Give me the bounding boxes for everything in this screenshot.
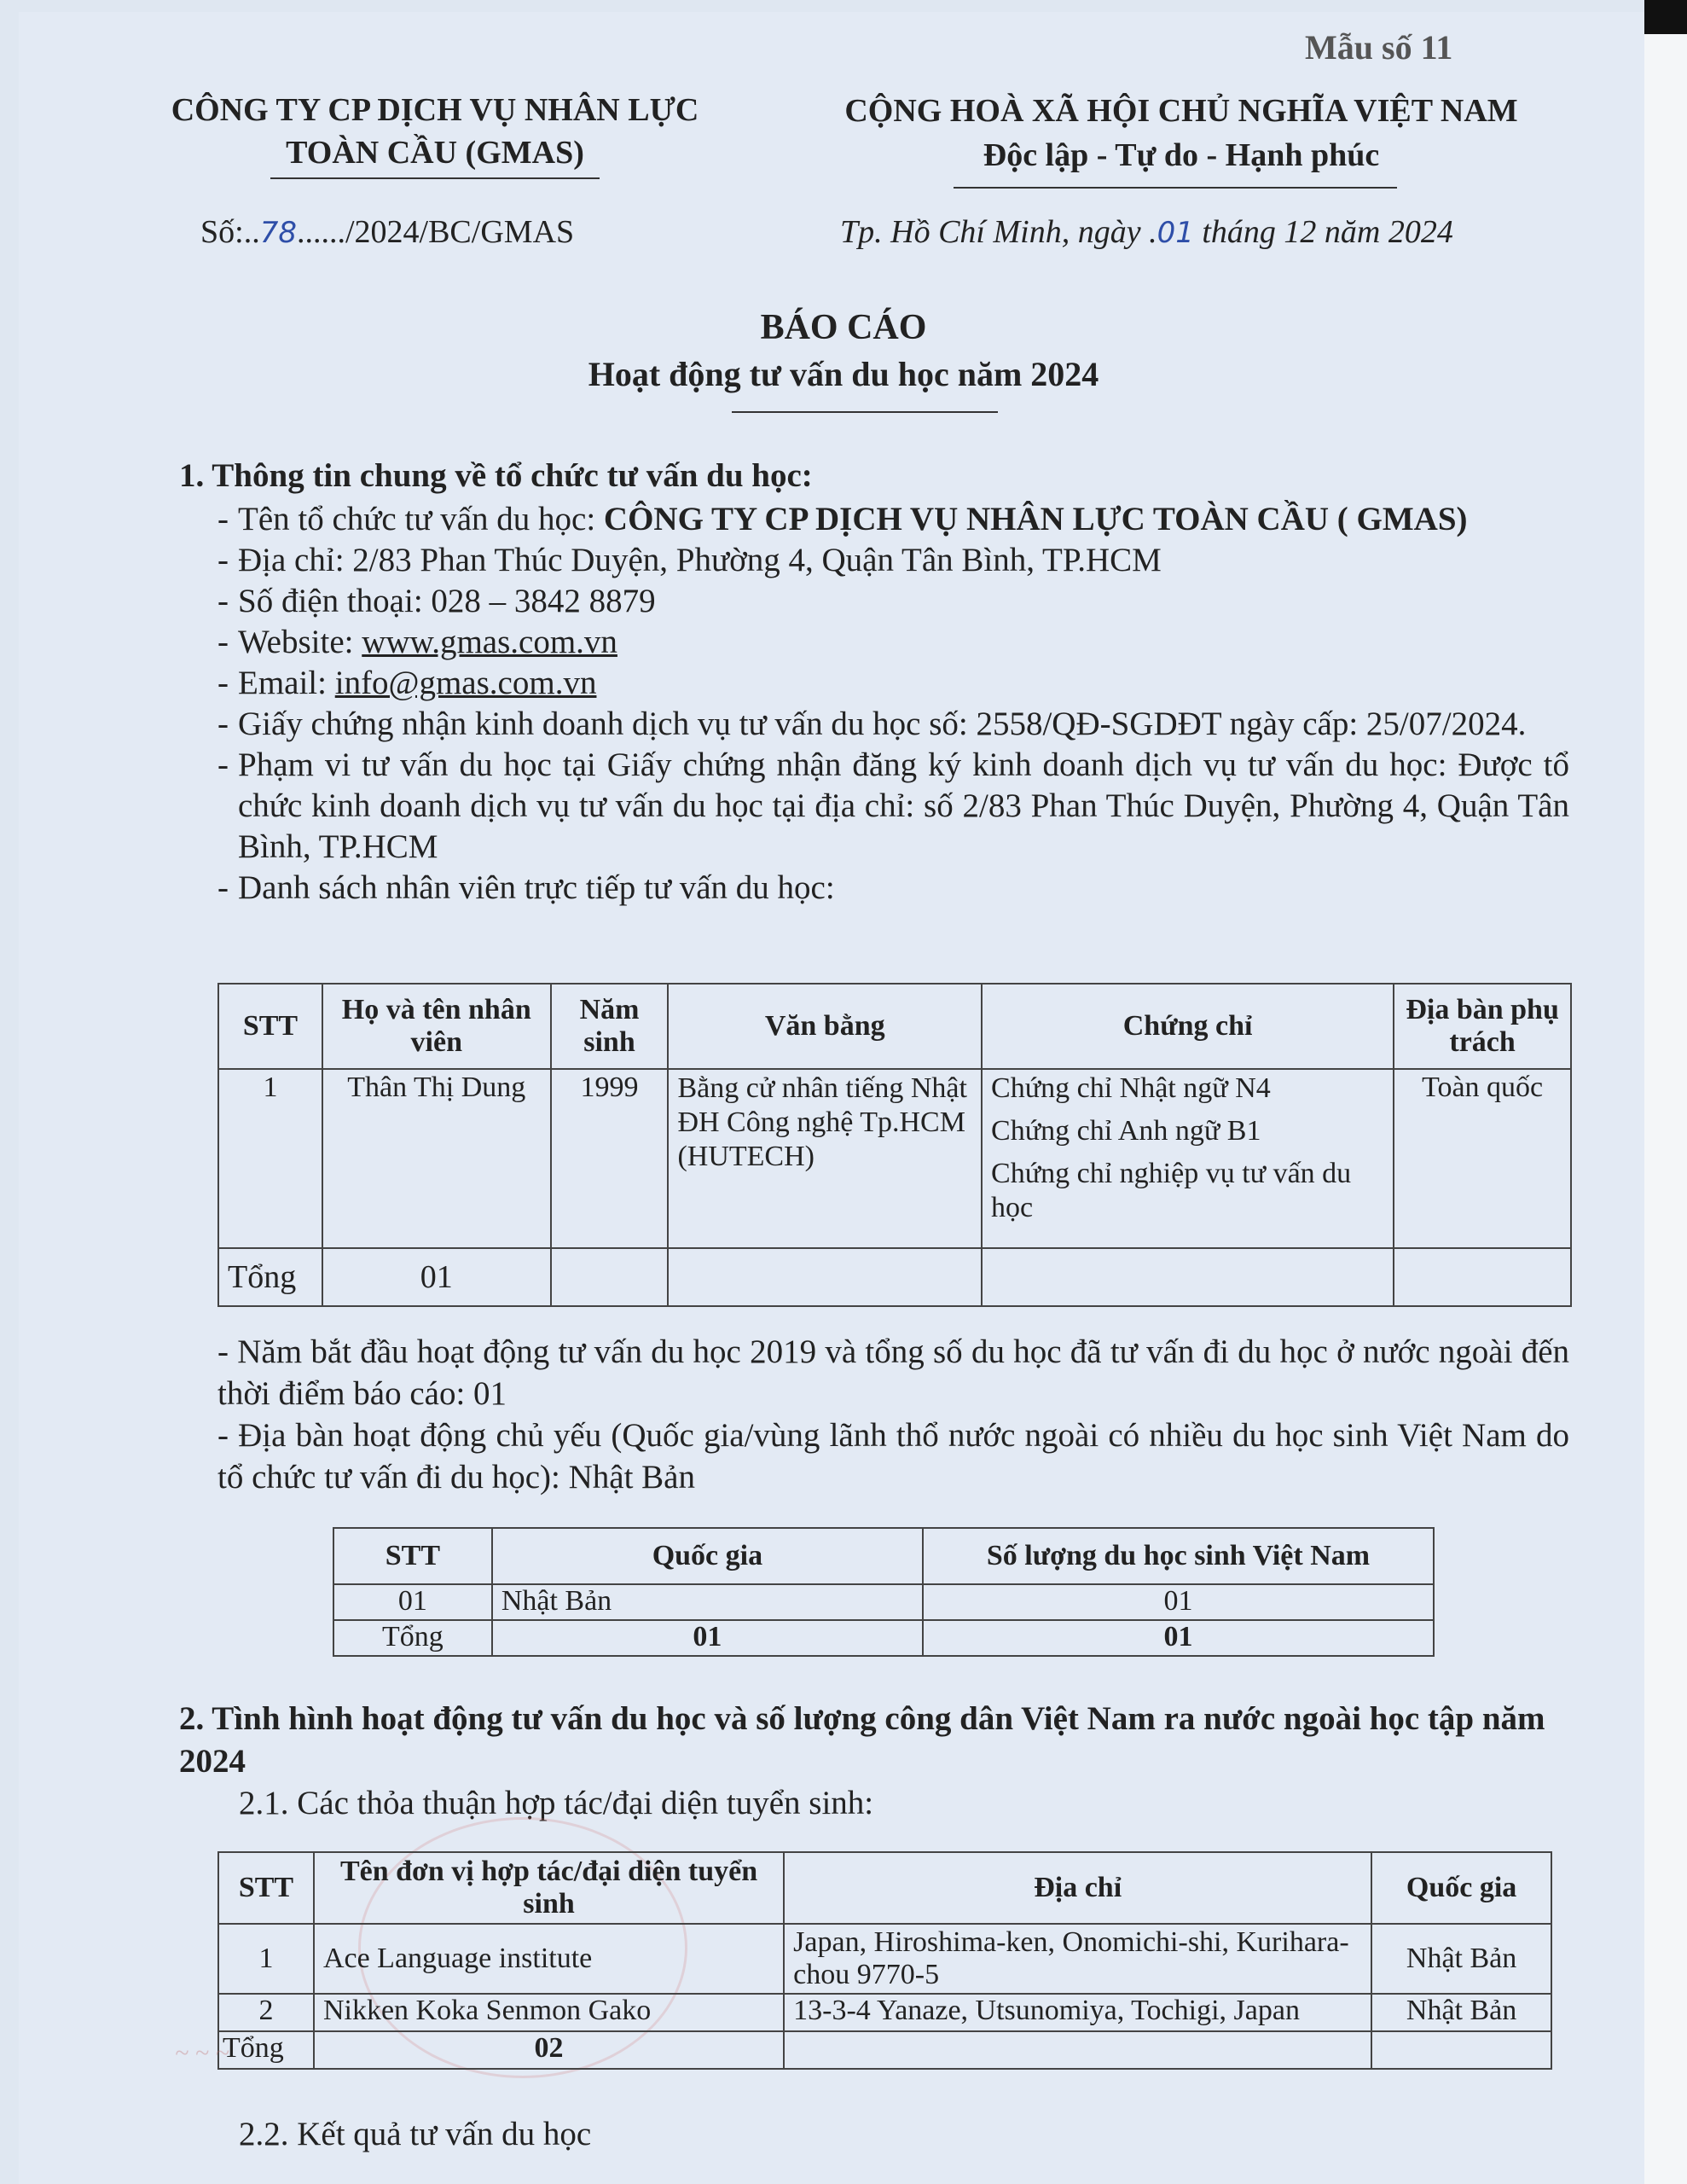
staff-total-label: Tổng [218,1248,322,1306]
staff-total-value: 01 [322,1248,551,1306]
partner-stt: 1 [218,1924,314,1994]
col-header-partner: Tên đơn vị hợp tác/đại diện tuyển sinh [314,1852,784,1924]
partner-table-header [218,1852,1551,1924]
doc-no-handwritten: 78 [259,216,297,250]
email-link[interactable]: info@gmas.com.vn [334,665,597,701]
document-number: Số:..78....../2024/BC/GMAS [200,214,575,250]
partner-address: Japan, Hiroshima-ken, Onomichi-shi, Kurihara-chou 9770-5 [784,1924,1371,1994]
organization-name [102,89,768,174]
org-line-1: CÔNG TY CP DỊCH VỤ NHÂN LỰC [171,92,699,128]
country-total-label: Tổng [333,1620,492,1656]
table-row [218,1069,1571,1248]
email-label: Email: [238,665,335,701]
nation-underline [954,187,1397,189]
country-total-col2: 01 [492,1620,923,1656]
scope-item: - Phạm vi tư vấn du học tại Giấy chứng nhận đăng ký kinh doanh dịch vụ tư vấn du học: Được tổ chức kinh doanh dịch vụ tư vấn du học tại địa chỉ: số 2/83 Phan Thúc Duyện, Phường 4, Quận Tân Bình, TP.HCM [217,746,1569,865]
cert-item: Chứng chỉ Anh ngữ B1 [991,1115,1261,1147]
org-name-item: - Tên tổ chức tư vấn du học: CÔNG TY CP DỊCH VỤ NHÂN LỰC TOÀN CẦU ( GMAS) [217,501,1468,537]
form-number: Mẫu số 11 [1305,28,1453,67]
main-area-paragraph: - Địa bàn hoạt động chủ yếu (Quốc gia/vùng lãnh thổ nước ngoài có nhiều du học sinh Việt Nam do tổ chức tư vấn đi du học): Nhật Bản [217,1417,1569,1496]
staff-table-header [218,984,1571,1069]
org-underline [270,177,600,179]
license-item: - Giấy chứng nhận kinh doanh dịch vụ tư vấn du học số: 2558/QĐ-SGDĐT ngày cấp: 25/07/2024. [217,706,1527,742]
country-name: Nhật Bản [492,1584,923,1620]
org-name-value: CÔNG TY CP DỊCH VỤ NHÂN LỰC TOÀN CẦU ( GMAS) [603,501,1468,537]
table-row [333,1584,1434,1620]
staff-name: Thân Thị Dung [322,1069,551,1248]
date-prefix: Tp. Hồ Chí Minh, ngày [840,214,1141,250]
partner-total-value: 02 [314,2031,784,2069]
col-header-country: Quốc gia [492,1528,923,1584]
country-total-row [333,1620,1434,1656]
col-header-degree: Văn bằng [668,984,982,1069]
nation-line-1: CỘNG HOÀ XÃ HỘI CHỦ NGHĨA VIỆT NAM [844,93,1518,129]
report-title: BÁO CÁO [760,308,927,347]
col-header-students: Số lượng du học sinh Việt Nam [923,1528,1434,1584]
staff-certs [982,1069,1394,1248]
national-motto [806,89,1557,177]
staff-table [217,983,1572,1307]
col-header-year: Năm sinh [551,984,669,1069]
email-item: - Email: info@gmas.com.vn [217,665,597,701]
faint-signature: ~ ~ ~ [175,2039,229,2067]
start-year-paragraph: - Năm bắt đầu hoạt động tư vấn du học 2019 và tổng số du học đã tư vấn đi du học ở nước ngoài đến thời điểm báo cáo: 01 [217,1333,1569,1412]
cert-item: Chứng chỉ Nhật ngữ N4 [991,1072,1271,1104]
col-header-area: Địa bàn phụ trách [1394,984,1571,1069]
staff-degree: Bằng cử nhân tiếng Nhật ĐH Công nghệ Tp.HCM (HUTECH) [668,1069,982,1248]
partner-table [217,1851,1552,2070]
document-date: Tp. Hồ Chí Minh, ngày .01 tháng 12 năm 2024 [840,214,1453,250]
partner-country: Nhật Bản [1371,1994,1551,2031]
col-header-name: Họ và tên nhân viên [322,984,551,1069]
report-subtitle: Hoạt động tư vấn du học năm 2024 [588,355,1099,393]
cert-item: Chứng chỉ nghiệp vụ tư vấn du học [991,1158,1352,1223]
col-header-stt: STT [333,1528,492,1584]
country-table [333,1527,1435,1657]
website-link[interactable]: www.gmas.com.vn [362,624,617,660]
table-row [218,1924,1551,1994]
staff-list-label: - Danh sách nhân viên trực tiếp tư vấn du học: [217,869,835,906]
partner-total-row [218,2031,1551,2069]
staff-stt: 1 [218,1069,322,1248]
col-header-stt: STT [218,1852,314,1924]
partner-stt: 2 [218,1994,314,2031]
subsection-2-2: 2.2. Kết quả tư vấn du học [239,2116,592,2152]
date-suffix: tháng 12 năm 2024 [1202,214,1453,250]
doc-no-suffix: /2024/BC/GMAS [345,214,575,250]
country-table-header [333,1528,1434,1584]
col-header-address: Địa chỉ [784,1852,1371,1924]
website-item: - Website: www.gmas.com.vn [217,624,617,660]
title-underline [732,411,998,413]
address-item: - Địa chỉ: 2/83 Phan Thúc Duyện, Phường 4, Quận Tân Bình, TP.HCM [217,542,1162,578]
country-count: 01 [923,1584,1434,1620]
partner-total-label: Tổng [218,2031,314,2069]
nation-line-2: Độc lập - Tự do - Hạnh phúc [983,137,1380,173]
staff-area: Toàn quốc [1394,1069,1571,1248]
subsection-2-1: 2.1. Các thỏa thuận hợp tác/đại diện tuyển sinh: [239,1785,874,1821]
section-1-info [217,499,1569,909]
col-header-certs: Chứng chỉ [982,984,1394,1069]
website-label: Website: [238,624,362,660]
scan-edge-mark [1644,0,1687,34]
partner-name: Ace Language institute [314,1924,784,1994]
section-1-heading: 1. Thông tin chung về tổ chức tư vấn du học: [179,457,813,494]
staff-total-row [218,1248,1571,1306]
doc-no-prefix: Số: [200,214,244,250]
partner-country: Nhật Bản [1371,1924,1551,1994]
table-row [218,1994,1551,2031]
partner-name: Nikken Koka Senmon Gako [314,1994,784,2031]
org-line-2: TOÀN CẦU (GMAS) [286,135,584,171]
partner-address: 13-3-4 Yanaze, Utsunomiya, Tochigi, Japan [784,1994,1371,2031]
country-stt: 01 [333,1584,492,1620]
phone-item: - Số điện thoại: 028 – 3842 8879 [217,583,656,619]
staff-year: 1999 [551,1069,669,1248]
country-total-col3: 01 [923,1620,1434,1656]
date-handwritten: 01 [1157,216,1194,250]
org-name-label: Tên tổ chức tư vấn du học: [238,501,604,537]
col-header-stt: STT [218,984,322,1069]
section-2-heading: 2. Tình hình hoạt động tư vấn du học và số lượng công dân Việt Nam ra nước ngoài học tập năm 2024 [179,1700,1545,1780]
col-header-country: Quốc gia [1371,1852,1551,1924]
